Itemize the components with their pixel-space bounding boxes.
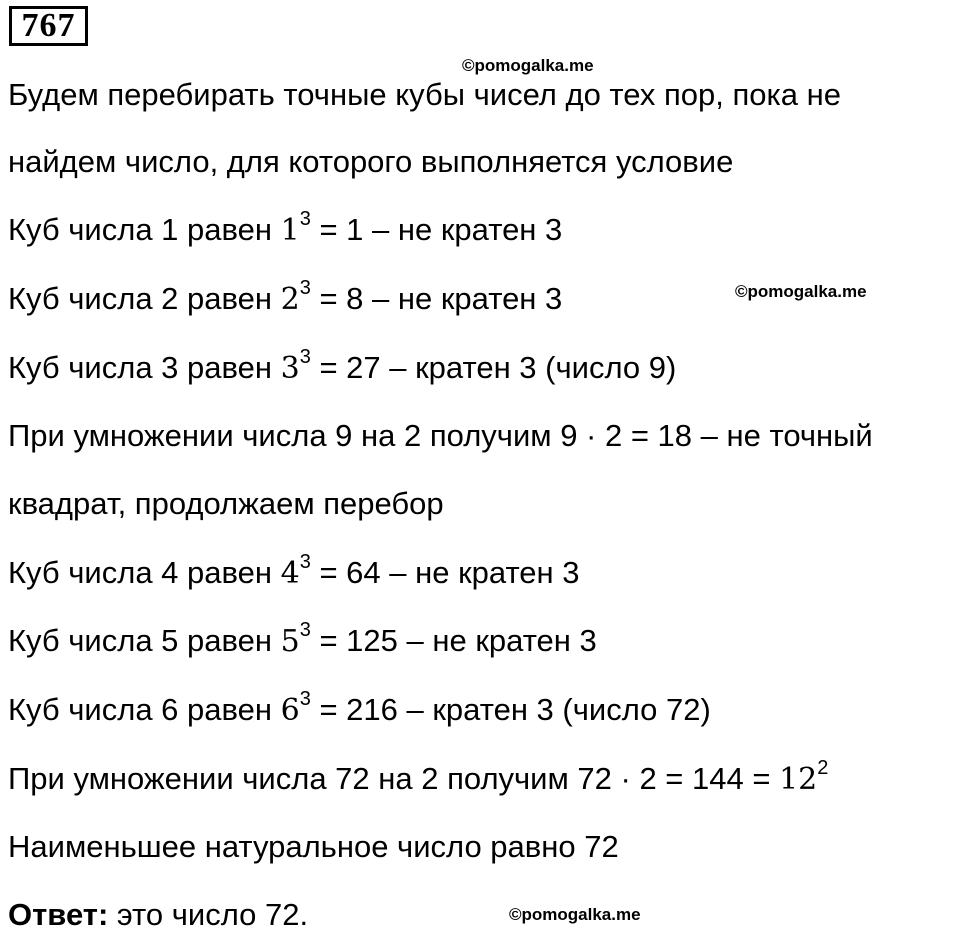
math-exponent: 3 xyxy=(299,207,311,230)
watermark: ©pomogalka.me xyxy=(735,282,867,301)
text-line-1: Будем перебирать точные кубы чисел до тех пор, пока не xyxy=(8,77,841,112)
text: Куб числа 1 равен xyxy=(8,212,281,247)
text-line-11 xyxy=(8,756,829,797)
text-line-5 xyxy=(8,345,677,386)
text: = 27 – кратен 3 (число 9) xyxy=(310,350,677,385)
text: Куб числа 3 равен xyxy=(8,350,281,385)
answer-text: это число 72. xyxy=(108,897,309,932)
math-base: 4 xyxy=(280,556,300,591)
math-exponent: 3 xyxy=(299,687,311,710)
watermark: ©pomogalka.me xyxy=(509,905,641,924)
text-line-7: квадрат, продолжаем перебор xyxy=(8,486,444,521)
text-line-9 xyxy=(8,618,597,659)
text: Куб числа 2 равен xyxy=(8,281,281,316)
math-exponent: 3 xyxy=(299,550,311,573)
text-line-2: найдем число, для которого выполняется условие xyxy=(8,144,734,179)
text-line-8 xyxy=(8,550,580,591)
task-number: 767 xyxy=(9,6,88,46)
math-exponent: 2 xyxy=(817,756,829,779)
answer-label: Ответ: xyxy=(8,897,109,932)
text-line-3 xyxy=(8,207,563,248)
text: = 1 – не кратен 3 xyxy=(310,212,563,247)
math-exponent: 3 xyxy=(299,276,311,299)
text: = 216 – кратен 3 (число 72) xyxy=(310,692,711,727)
text: Куб числа 6 равен xyxy=(8,692,281,727)
text: = 64 – не кратен 3 xyxy=(310,555,580,590)
text-line-12: Наименьшее натуральное число равно 72 xyxy=(8,829,619,864)
math-base: 12 xyxy=(779,762,818,797)
text-line-10 xyxy=(8,687,711,728)
math-base: 3 xyxy=(280,351,300,386)
math-base: 5 xyxy=(280,624,300,659)
text-line-6: При умножении числа 9 на 2 получим 9 · 2 = 18 – не точный xyxy=(8,418,873,453)
text: При умножении числа 72 на 2 получим 72 · 2 = 144 = xyxy=(8,761,780,796)
math-base: 2 xyxy=(280,282,300,317)
math-exponent: 3 xyxy=(299,345,311,368)
math-base: 6 xyxy=(280,693,300,728)
text: = 125 – не кратен 3 xyxy=(310,623,597,658)
text-line-4 xyxy=(8,276,563,317)
watermark: ©pomogalka.me xyxy=(462,56,594,75)
answer-line xyxy=(8,897,308,933)
math-base: 1 xyxy=(280,213,300,248)
text: = 8 – не кратен 3 xyxy=(310,281,563,316)
text: Куб числа 4 равен xyxy=(8,555,281,590)
math-exponent: 3 xyxy=(299,618,311,641)
text: Куб числа 5 равен xyxy=(8,623,281,658)
